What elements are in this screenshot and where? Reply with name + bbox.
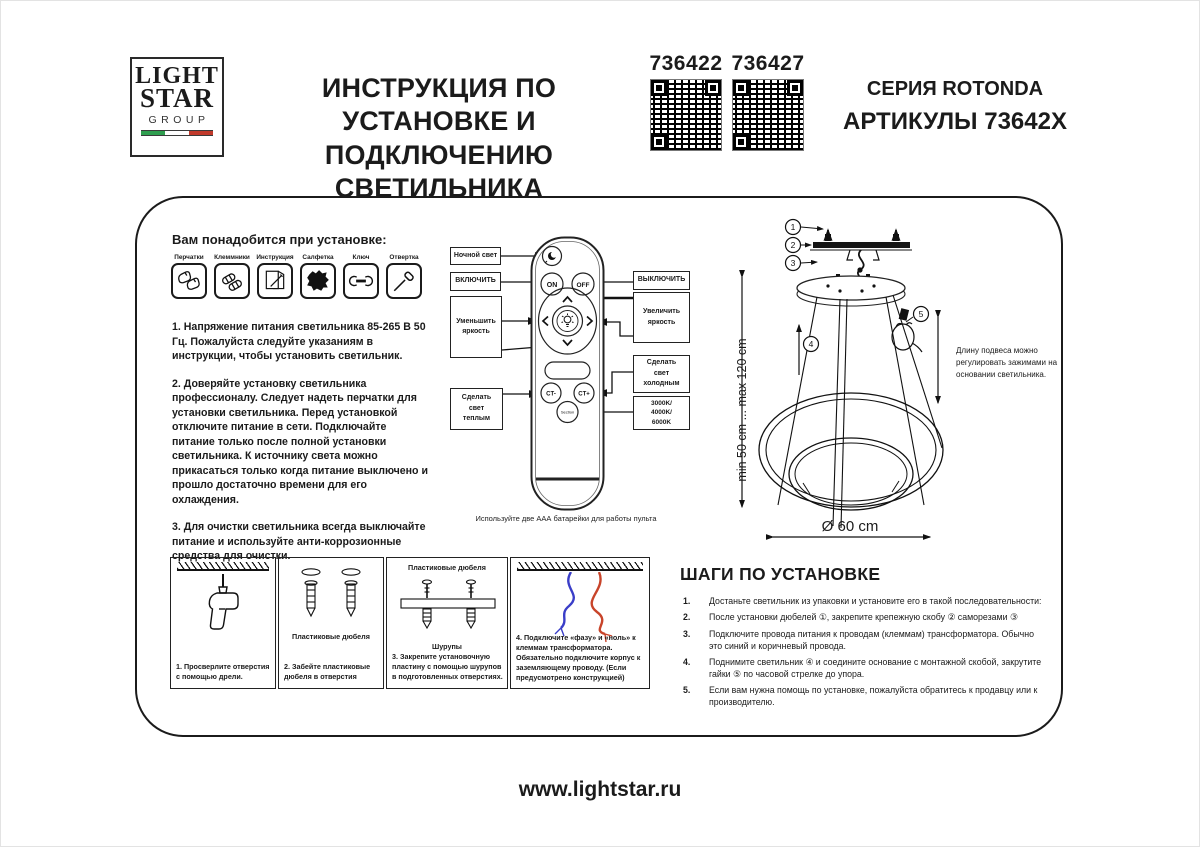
callout-color-temperatures: 3000K/ 4000K/ 6000K (633, 396, 690, 430)
articles-code: АРТИКУЛЫ 73642X (843, 108, 1067, 135)
manual-icon (262, 268, 288, 294)
suspension-note: Длину подвеса можно регулировать зажимами на основании светильника. (956, 346, 1058, 379)
tool-wrench: Ключ (341, 254, 381, 299)
install-step: 1. Достаньте светильник из упаковки и установите его в такой последовательности: (683, 596, 1042, 606)
callout-turn-on: ВКЛЮЧИТЬ (450, 272, 501, 291)
install-steps-list (683, 596, 1045, 714)
callout-night-light: Ночной свет (450, 247, 501, 265)
install-step: 4. Поднимите светильник ④ и соедините основание с монтажной скобой, закрутите гайки ⑤ по часовой стрелке до упора. (683, 657, 1042, 679)
screwdriver-icon (391, 268, 417, 294)
series-info (820, 78, 1090, 136)
night-light-button-icon (543, 247, 562, 266)
logo-text-group: GROUP (148, 113, 210, 126)
marker-4 (799, 325, 819, 375)
off-button-label: OFF (576, 281, 590, 289)
step-panel-wiring (510, 557, 650, 689)
step-panel-dowels (278, 557, 384, 689)
warning-2: 2. Доверяйте установку светильника профессионалу. Следует надеть перчатки для установки светильника. Перед установкой отключите питание в сети. Подключайте питание только после полной установки светильника. К источнику света можно прикасаться только когда питание выключено и прошло достаточно времени для его охлаждения. (172, 377, 428, 506)
tool-terminals: Клеммники (212, 254, 252, 299)
panel-caption: 2. Забейте пластиковые дюбеля в отверстия (284, 661, 371, 681)
dowels-label: Пластиковые дюбеля (408, 563, 486, 572)
height-range-label: min 50 cm ... max 120 cm (735, 338, 749, 482)
step-panel-drill (170, 557, 276, 689)
tool-screwdriver: Отвертка (384, 254, 424, 299)
wrench-icon (348, 268, 374, 294)
ceiling-bracket (810, 230, 912, 281)
title-line-2: ПОДКЛЮЧЕНИЮ СВЕТИЛЬНИКА (324, 139, 554, 204)
italian-flag-stripe (141, 130, 213, 136)
svg-text:1: 1 (790, 222, 796, 232)
ct-minus-button-label: CT- (546, 391, 556, 398)
qr-code-icon (732, 79, 804, 151)
tool-napkin: Салфетка (298, 254, 338, 299)
terminals-icon (219, 268, 245, 294)
tools-heading: Вам понадобится при установке: (172, 232, 387, 247)
callout-decrease-brightness: Уменьшить яркость (450, 296, 502, 358)
svg-text:3: 3 (790, 258, 796, 268)
suspension-cables (778, 295, 942, 528)
series-name: СЕРИЯ ROTONDA (866, 78, 1044, 100)
qr-block-736422 (648, 52, 724, 151)
article-number: 736422 (649, 52, 723, 75)
callout-turn-off: ВЫКЛЮЧИТЬ (633, 271, 690, 290)
tools-row (169, 254, 429, 299)
light-rings (759, 393, 943, 510)
install-step: 5. Если вам нужна помощь по установке, пожалуйста обратитесь к продавцу или к производителю. (683, 685, 1038, 708)
tool-manual: Инструкция (255, 254, 295, 299)
marker-1 (786, 220, 824, 235)
warning-1: 1. Напряжение питания светильника 85-265 В 50 Гц. Пожалуйста следуйте указаниям в инструкции, чтобы установить светильник. (172, 321, 426, 362)
callout-cold-light: Сделать свет холодным (633, 355, 690, 393)
step-panel-plate (386, 557, 508, 689)
tool-gloves: Перчатки (169, 254, 209, 299)
svg-text:2: 2 (790, 240, 796, 250)
gloves-icon (176, 268, 202, 294)
panel-caption: 3. Закрепите установочную пластину с помощью шурупов в подготовленных отверстиях. (392, 651, 503, 681)
dowels-label: Пластиковые дюбеля (292, 632, 370, 641)
diameter-label: Ø 60 cm (821, 518, 879, 535)
canopy-base (797, 274, 905, 306)
marker-5 (906, 307, 929, 323)
battery-note: Используйте две ААА батарейки для работы пульта (475, 514, 657, 523)
ct-plus-button-label: CT+ (578, 391, 590, 398)
warning-3: 3. Для очистки светильника всегда выключайте питание и используйте анти-коррозионные средства для очистки. (172, 521, 426, 562)
panel-caption: 1. Просверлите отверстия с помощью дрели. (176, 661, 270, 681)
lightstar-logo (130, 57, 224, 157)
mounting-plate-icon (395, 574, 501, 638)
website-url: www.lightstar.ru (518, 778, 682, 801)
drill-icon (195, 574, 251, 634)
article-number: 736427 (731, 52, 805, 75)
ceiling-hatch (517, 562, 643, 571)
callout-warm-light: Сделать свет теплым (450, 388, 503, 430)
screws-label: Шурупы (432, 642, 462, 651)
title-line-1: ИНСТРУКЦИЯ ПО УСТАНОВКЕ И (321, 73, 557, 137)
svg-text:5: 5 (918, 309, 924, 319)
pendant-lamp-diagram (700, 213, 1060, 553)
napkin-icon (305, 268, 331, 294)
callout-increase-brightness: Увеличить яркость (633, 292, 690, 343)
qr-code-icon (650, 79, 722, 151)
marker-3 (786, 256, 818, 271)
plastic-dowels-icon (293, 566, 369, 630)
remote-control-diagram (530, 236, 605, 511)
section-button-label: Section (560, 409, 575, 415)
qr-block-736427 (730, 52, 806, 151)
logo-text-star: STAR (139, 83, 215, 114)
marker-2 (786, 238, 812, 253)
document-title (238, 72, 640, 206)
safety-warnings (172, 320, 432, 577)
install-step: 3. Подключите провода питания к проводам (клеммам) трансформатора. Обычно это синий и коричневый провода. (683, 628, 1034, 651)
install-steps-heading: ШАГИ ПО УСТАНОВКЕ (680, 564, 881, 584)
ceiling-hatch (177, 562, 269, 571)
logo-text-light: LIGHT (135, 63, 219, 89)
panel-caption: 4. Подключите «фазу» и «ноль» к клеммам трансформатора. Обязательно подключите корпус к заземляющему проводу. (Если предусмотрено конструкцией) (516, 632, 641, 682)
on-button-label: ON (546, 281, 558, 289)
install-step: 2. После установки дюбелей ①, закрепите крепежную скобу ② саморезами ③ (683, 612, 1018, 623)
svg-text:4: 4 (808, 339, 814, 349)
